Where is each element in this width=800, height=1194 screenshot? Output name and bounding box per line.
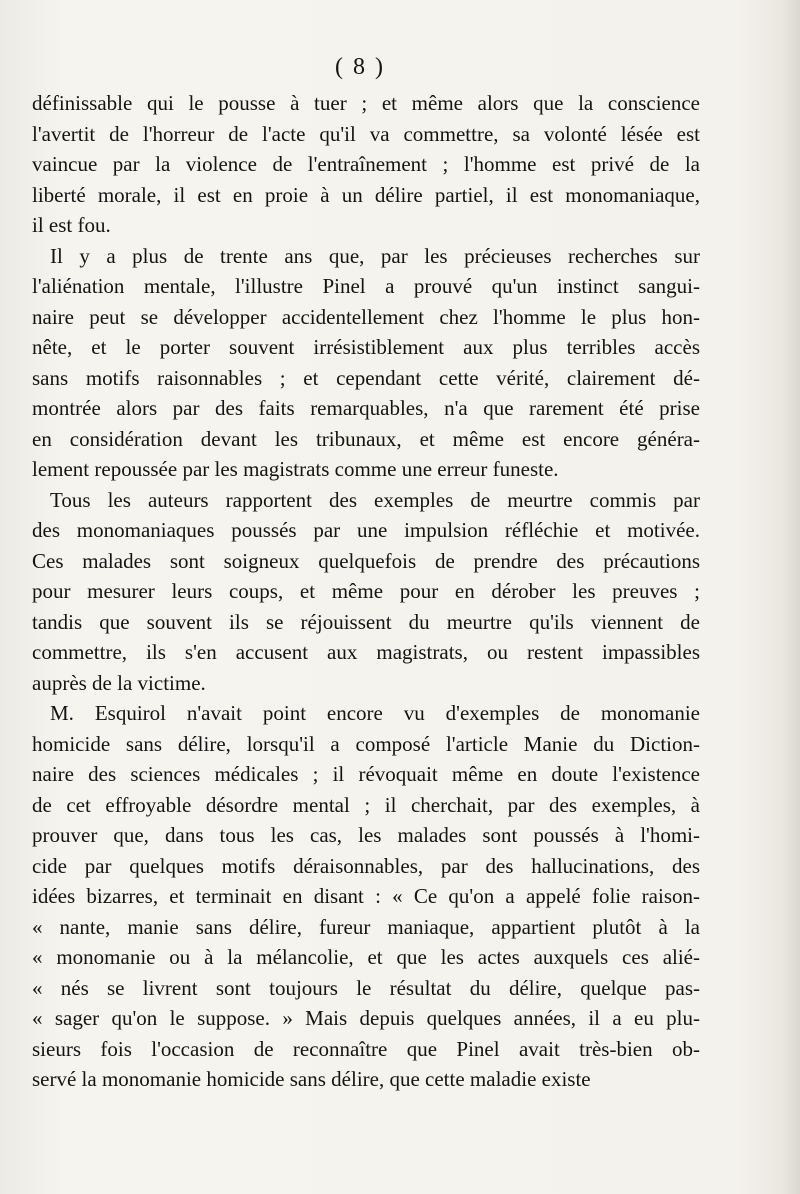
text-line: des monomaniaques poussés par une impulsion réfléchie et motivée. (32, 518, 700, 542)
page-edge-shadow (782, 0, 800, 1194)
text-line: Il y a plus de trente ans que, par les précieuses recherches sur (50, 243, 700, 268)
text-line: idées bizarres, et terminait en disant : « Ce qu'on a appelé folie raison- (32, 884, 700, 908)
text-line: servé la monomanie homicide sans délire, que cette maladie existe (32, 1067, 591, 1091)
body-text (32, 88, 700, 1095)
text-line: il est fou. (32, 213, 111, 237)
text-line: « nante, manie sans délire, fureur maniaque, appartient plutôt à la (32, 914, 700, 939)
page-number: ( 8 ) (335, 54, 385, 80)
text-line: naire peut se développer accidentellement chez l'homme le plus hon- (32, 304, 700, 329)
text-line: lement repoussée par les magistrats comme une erreur funeste. (32, 457, 559, 481)
text-line: sieurs fois l'occasion de reconnaître que Pinel avait très-bien ob- (32, 1036, 700, 1061)
text-line: l'avertit de l'horreur de l'acte qu'il va commettre, sa volonté lésée est (32, 121, 700, 146)
text-line: en considération devant les tribunaux, et même est encore généra- (32, 426, 700, 451)
text-line: pour mesurer leurs coups, et même pour en dérober les preuves ; (32, 579, 700, 603)
text-line: naire des sciences médicales ; il révoquait même en doute l'existence (32, 762, 700, 786)
text-line: prouver que, dans tous les cas, les malades sont poussés à l'homi- (32, 823, 700, 847)
text-line: sans motifs raisonnables ; et cependant cette vérité, clairement dé- (32, 365, 700, 390)
text-line: commettre, ils s'en accusent aux magistrats, ou restent impassibles (32, 640, 700, 664)
text-line: cide par quelques motifs déraisonnables, par des hallucinations, des (32, 853, 700, 878)
text-line: de cet effroyable désordre mental ; il cherchait, par des exemples, à (32, 792, 700, 817)
text-line: tandis que souvent ils se réjouissent du meurtre qu'ils viennent de (32, 609, 700, 634)
text-line: liberté morale, il est en proie à un délire partiel, il est monomaniaque, (32, 182, 700, 207)
text-line: homicide sans délire, lorsqu'il a composé l'article Manie du Diction- (32, 731, 700, 756)
text-line: M. Esquirol n'avait point encore vu d'exemples de monomanie (50, 701, 700, 725)
text-line: vaincue par la violence de l'entraînement ; l'homme est privé de la (32, 152, 700, 176)
text-line: nête, et le porter souvent irrésistiblement aux plus terribles accès (32, 335, 700, 359)
text-line: montrée alors par des faits remarquables, n'a que rarement été prise (32, 396, 700, 420)
text-line: Tous les auteurs rapportent des exemples de meurtre commis par (50, 487, 700, 512)
text-line: Ces malades sont soigneux quelquefois de prendre des précautions (32, 548, 700, 573)
text-line: définissable qui le pousse à tuer ; et même alors que la conscience (32, 91, 700, 115)
text-line: « monomanie ou à la mélancolie, et que les actes auxquels ces alié- (32, 945, 700, 969)
text-line: « nés se livrent sont toujours le résultat du délire, quelque pas- (32, 975, 700, 1000)
text-line: auprès de la victime. (32, 670, 206, 695)
text-line: « sager qu'on le suppose. » Mais depuis quelques années, il a eu plu- (32, 1006, 700, 1030)
text-line: l'aliénation mentale, l'illustre Pinel a prouvé qu'un instinct sangui- (32, 274, 700, 298)
